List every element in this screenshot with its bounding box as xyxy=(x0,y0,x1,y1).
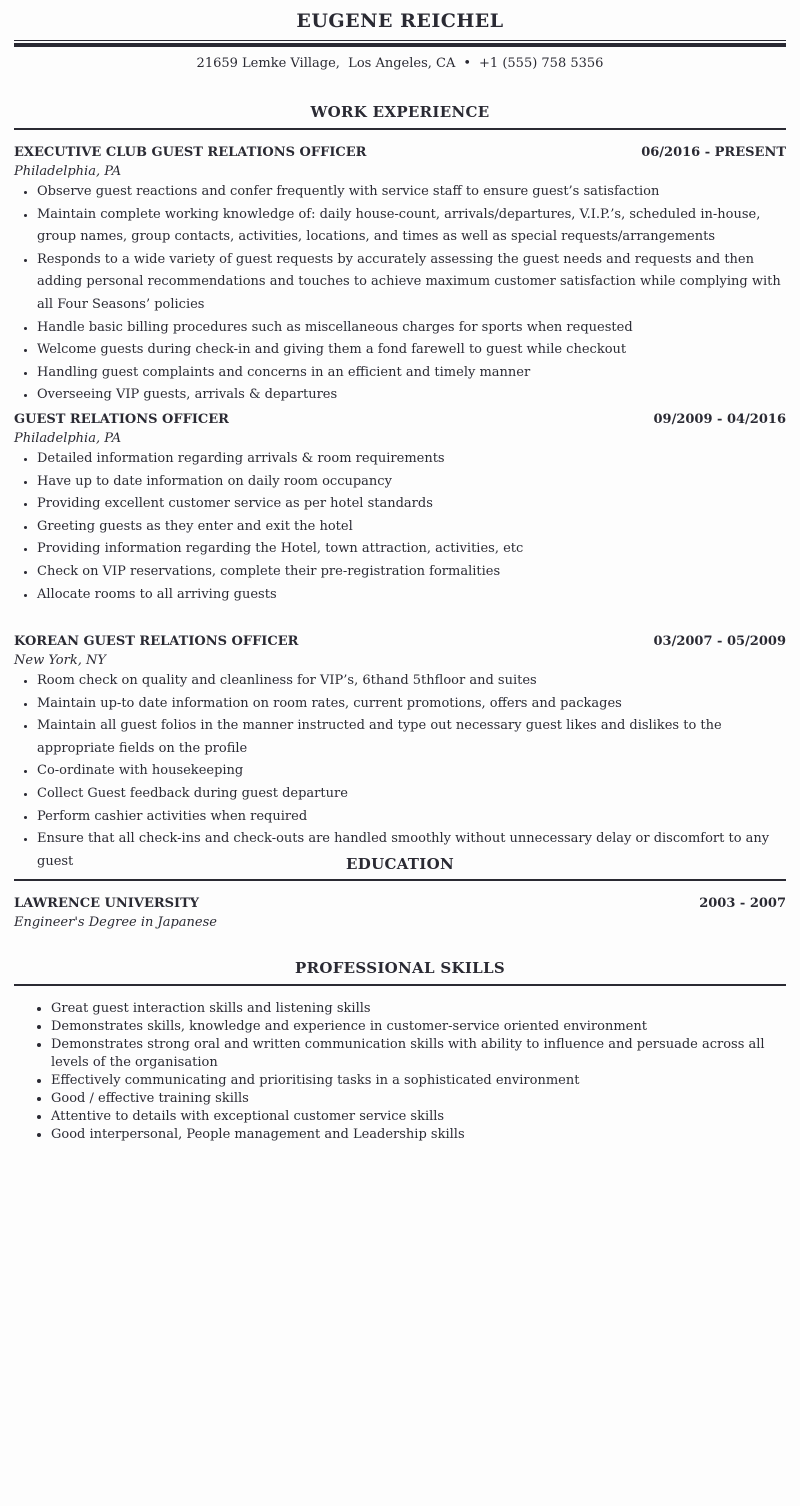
job-entry xyxy=(14,634,786,873)
list-item: • Providing information regarding the Hotel, town attraction, activities, etc xyxy=(37,538,786,561)
education-entry xyxy=(14,896,786,932)
candidate-name: EUGENE REICHEL xyxy=(296,10,504,32)
list-item: • Greeting guests as they enter and exit the hotel xyxy=(37,516,786,539)
list-item: • Maintain all guest folios in the manner instructed and type out necessary guest likes and dislikes to the appropriate fields on the profile xyxy=(37,715,786,760)
list-item: • Allocate rooms to all arriving guests xyxy=(37,584,786,607)
phone: +1 (555) 758 5356 xyxy=(479,56,604,71)
school-name: LAWRENCE UNIVERSITY xyxy=(14,896,200,911)
degree: Engineer's Degree in Japanese xyxy=(14,915,217,930)
list-item: • Demonstrates strong oral and written communication skills with ability to influence and persuade across all levels of the organisation xyxy=(51,1036,786,1072)
education-heading: EDUCATION xyxy=(346,855,454,873)
contact-line xyxy=(14,56,786,71)
skills-heading: PROFESSIONAL SKILLS xyxy=(295,959,505,977)
list-item: • Attentive to details with exceptional customer service skills xyxy=(51,1108,786,1126)
list-item: • Collect Guest feedback during guest departure xyxy=(37,783,786,806)
job-location: New York, NY xyxy=(14,653,106,668)
list-item: • Effectively communicating and prioritising tasks in a sophisticated environment xyxy=(51,1072,786,1090)
list-item: • Ensure that all check-ins and check-outs are handled smoothly without unnecessary delay or discomfort to any guest xyxy=(37,828,786,873)
header-rule-thin xyxy=(14,40,786,41)
work-experience-rule xyxy=(14,128,786,130)
job-dates: 06/2016 - PRESENT xyxy=(641,145,786,160)
list-item: • Demonstrates skills, knowledge and experience in customer-service oriented environment xyxy=(51,1018,786,1036)
job-entry xyxy=(14,145,786,407)
list-item: • Welcome guests during check-in and giving them a fond farewell to guest while checkout xyxy=(37,339,786,362)
list-item: • Good / effective training skills xyxy=(51,1090,786,1108)
job-dates: 03/2007 - 05/2009 xyxy=(653,634,786,649)
job-location: Philadelphia, PA xyxy=(14,431,122,446)
job-dates: 09/2009 - 04/2016 xyxy=(653,412,786,427)
skills-list xyxy=(14,1000,786,1144)
skills-list-wrap xyxy=(14,1000,786,1144)
list-item: • Detailed information regarding arrivals & room requirements xyxy=(37,448,786,471)
job-title: EXECUTIVE CLUB GUEST RELATIONS OFFICER xyxy=(14,145,367,160)
list-item: • Responds to a wide variety of guest requests by accurately assessing the guest needs and requests and then adding personal recommendations and touches to achieve maximum customer satisfaction while complying with all Four Seasons’ policies xyxy=(37,249,786,317)
list-item: • Handle basic billing procedures such as miscellaneous charges for sports when requested xyxy=(37,317,786,340)
list-item: • Providing excellent customer service as per hotel standards xyxy=(37,493,786,516)
job-title: GUEST RELATIONS OFFICER xyxy=(14,412,229,427)
job-bullets xyxy=(14,181,786,407)
separator-dot: • xyxy=(463,56,472,71)
skills-rule xyxy=(14,984,786,986)
education-rule xyxy=(14,879,786,881)
list-item: • Perform cashier activities when required xyxy=(37,806,786,829)
job-location: Philadelphia, PA xyxy=(14,164,122,179)
list-item: • Maintain complete working knowledge of: daily house-count, arrivals/departures, V.I.P.’s, scheduled in-house, group names, group contacts, activities, locations, and times as well as special requests/arrangements xyxy=(37,204,786,249)
list-item: • Have up to date information on daily room occupancy xyxy=(37,471,786,494)
header-rule-thick xyxy=(14,43,786,47)
list-item: • Handling guest complaints and concerns in an efficient and timely manner xyxy=(37,362,786,385)
list-item: • Maintain up-to date information on room rates, current promotions, offers and packages xyxy=(37,693,786,716)
work-experience-heading: WORK EXPERIENCE xyxy=(310,103,490,121)
list-item: • Check on VIP reservations, complete their pre-registration formalities xyxy=(37,561,786,584)
list-item: • Room check on quality and cleanliness for VIP’s, 6thand 5thfloor and suites xyxy=(37,670,786,693)
job-entry xyxy=(14,412,786,606)
education-dates: 2003 - 2007 xyxy=(699,896,786,911)
job-bullets xyxy=(14,448,786,606)
list-item: • Overseeing VIP guests, arrivals & departures xyxy=(37,384,786,407)
list-item: • Co-ordinate with housekeeping xyxy=(37,760,786,783)
job-bullets xyxy=(14,670,786,873)
list-item: • Good interpersonal, People management and Leadership skills xyxy=(51,1126,786,1144)
job-title: KOREAN GUEST RELATIONS OFFICER xyxy=(14,634,299,649)
address: 21659 Lemke Village, Los Angeles, CA xyxy=(196,56,456,71)
list-item: • Observe guest reactions and confer frequently with service staff to ensure guest’s satisfaction xyxy=(37,181,786,204)
list-item: • Great guest interaction skills and listening skills xyxy=(51,1000,786,1018)
